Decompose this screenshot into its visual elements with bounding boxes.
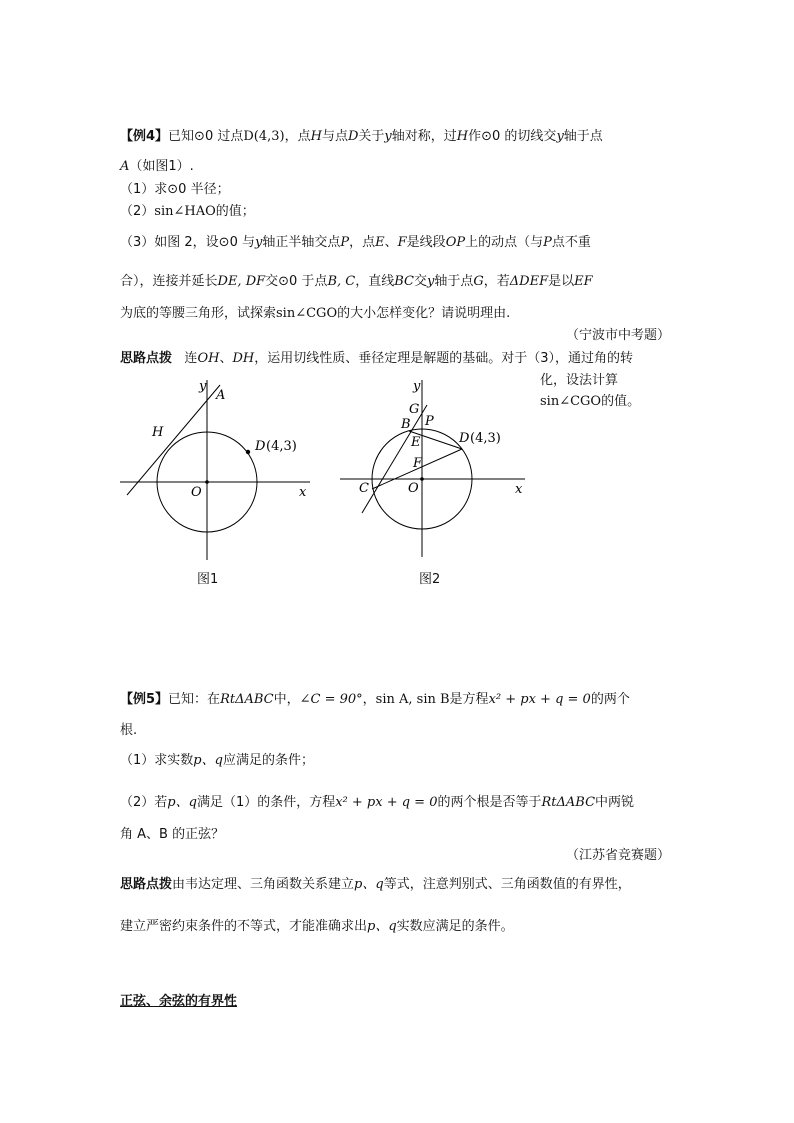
figure-1 [115,375,315,565]
fig2-origin-dot [420,477,424,481]
fig1-label-a: A [216,388,226,403]
ex5-hint: 思路点拨由韦达定理、三角函数关系建立p、q等式，注意判别式、三角函数值的有界性， [120,877,631,892]
ex4-question-1: （1）求⊙0 半径； [120,182,230,197]
fig1-label-h: H [152,425,164,440]
figure-2 [335,375,535,565]
fig1-label-d-coord: (4,3) [266,439,297,454]
fig2-label-d-coord: (4,3) [470,431,501,446]
ex5-hint-line-2: 建立严密约束条件的不等式，才能准确求出p、q实数应满足的条件。 [120,919,514,934]
ex5-source: （江苏省竞赛题） [565,848,670,863]
ex4-question-2: （2）sin∠HAO的值； [120,204,255,219]
ex4-source: （宁波市中考题） [565,328,670,343]
fig1-label-d: D [255,439,266,454]
ex4-hint-line-2: 化，设法计算 [540,373,619,388]
fig2-label-f: F [413,456,423,471]
figure-1-caption: 图1 [197,572,219,587]
ex5-line-1: 【例5】已知：在RtΔABC中，∠C = 90°，sin A, sin B是方程x² + px + q = 0的两个 [120,692,630,707]
fig2-label-o: O [408,481,419,496]
fig1-label-y: y [199,379,207,394]
ex4-hint-line-3: sin∠CGO的值。 [540,394,641,409]
ex5-question-2: （2）若p、q满足（1）的条件，方程x² + px + q = 0的两个根是否等于RtΔABC中两锐 [120,795,635,810]
ex5-question-2-line-2: 角 A、B 的正弦？ [120,827,225,842]
fig2-label-b: B [401,417,411,432]
ex4-tag: 【例4】 [120,129,169,144]
ex4-hint: 思路点拨 连OH、DH，运用切线性质、垂径定理是解题的基础。对于（3），通过角的转 [120,351,633,366]
ex4-question-3-line-3: 为底的等腰三角形，试探索sin∠CGO的大小怎样变化？请说明理由. [120,306,511,321]
fig1-label-x: x [299,485,307,500]
fig2-label-e: E [411,435,421,450]
section-title: 正弦、余弦的有界性 [120,994,238,1009]
ex5-question-1: （1）求实数p、q应满足的条件； [120,753,314,768]
ex4-question-3-line-2: 合），连接并延长DE, DF交⊙0 于点B, C，直线BC交y轴于点G，若ΔDEF是以EF [120,274,593,289]
fig2-label-g: G [409,402,420,417]
fig2-label-p: P [425,414,434,429]
fig2-label-x: x [515,482,523,497]
ex4-question-3: （3）如图 2，设⊙0 与y轴正半轴交点P，点E、F是线段OP上的动点（与P点不重 [120,235,591,250]
fig1-label-o: O [191,485,202,500]
fig2-label-y: y [413,379,421,394]
ex5-line-2: 根. [120,723,138,738]
fig1-origin-dot [205,480,209,484]
ex4-line-1: 【例4】已知⊙0 过点D(4,3)，点H与点D关于y轴对称，过H作⊙0 的切线交y轴于点 [120,129,603,144]
fig2-label-d: D [459,431,470,446]
ex5-tag: 【例5】 [120,692,169,707]
ex4-line-2: A（如图1）. [120,159,194,174]
fig1-tangent-line [127,385,220,495]
fig2-label-c: C [359,481,369,496]
fig1-point-d [246,450,250,454]
figure-2-caption: 图2 [419,572,441,587]
hint-tag: 思路点拨 [120,351,173,366]
